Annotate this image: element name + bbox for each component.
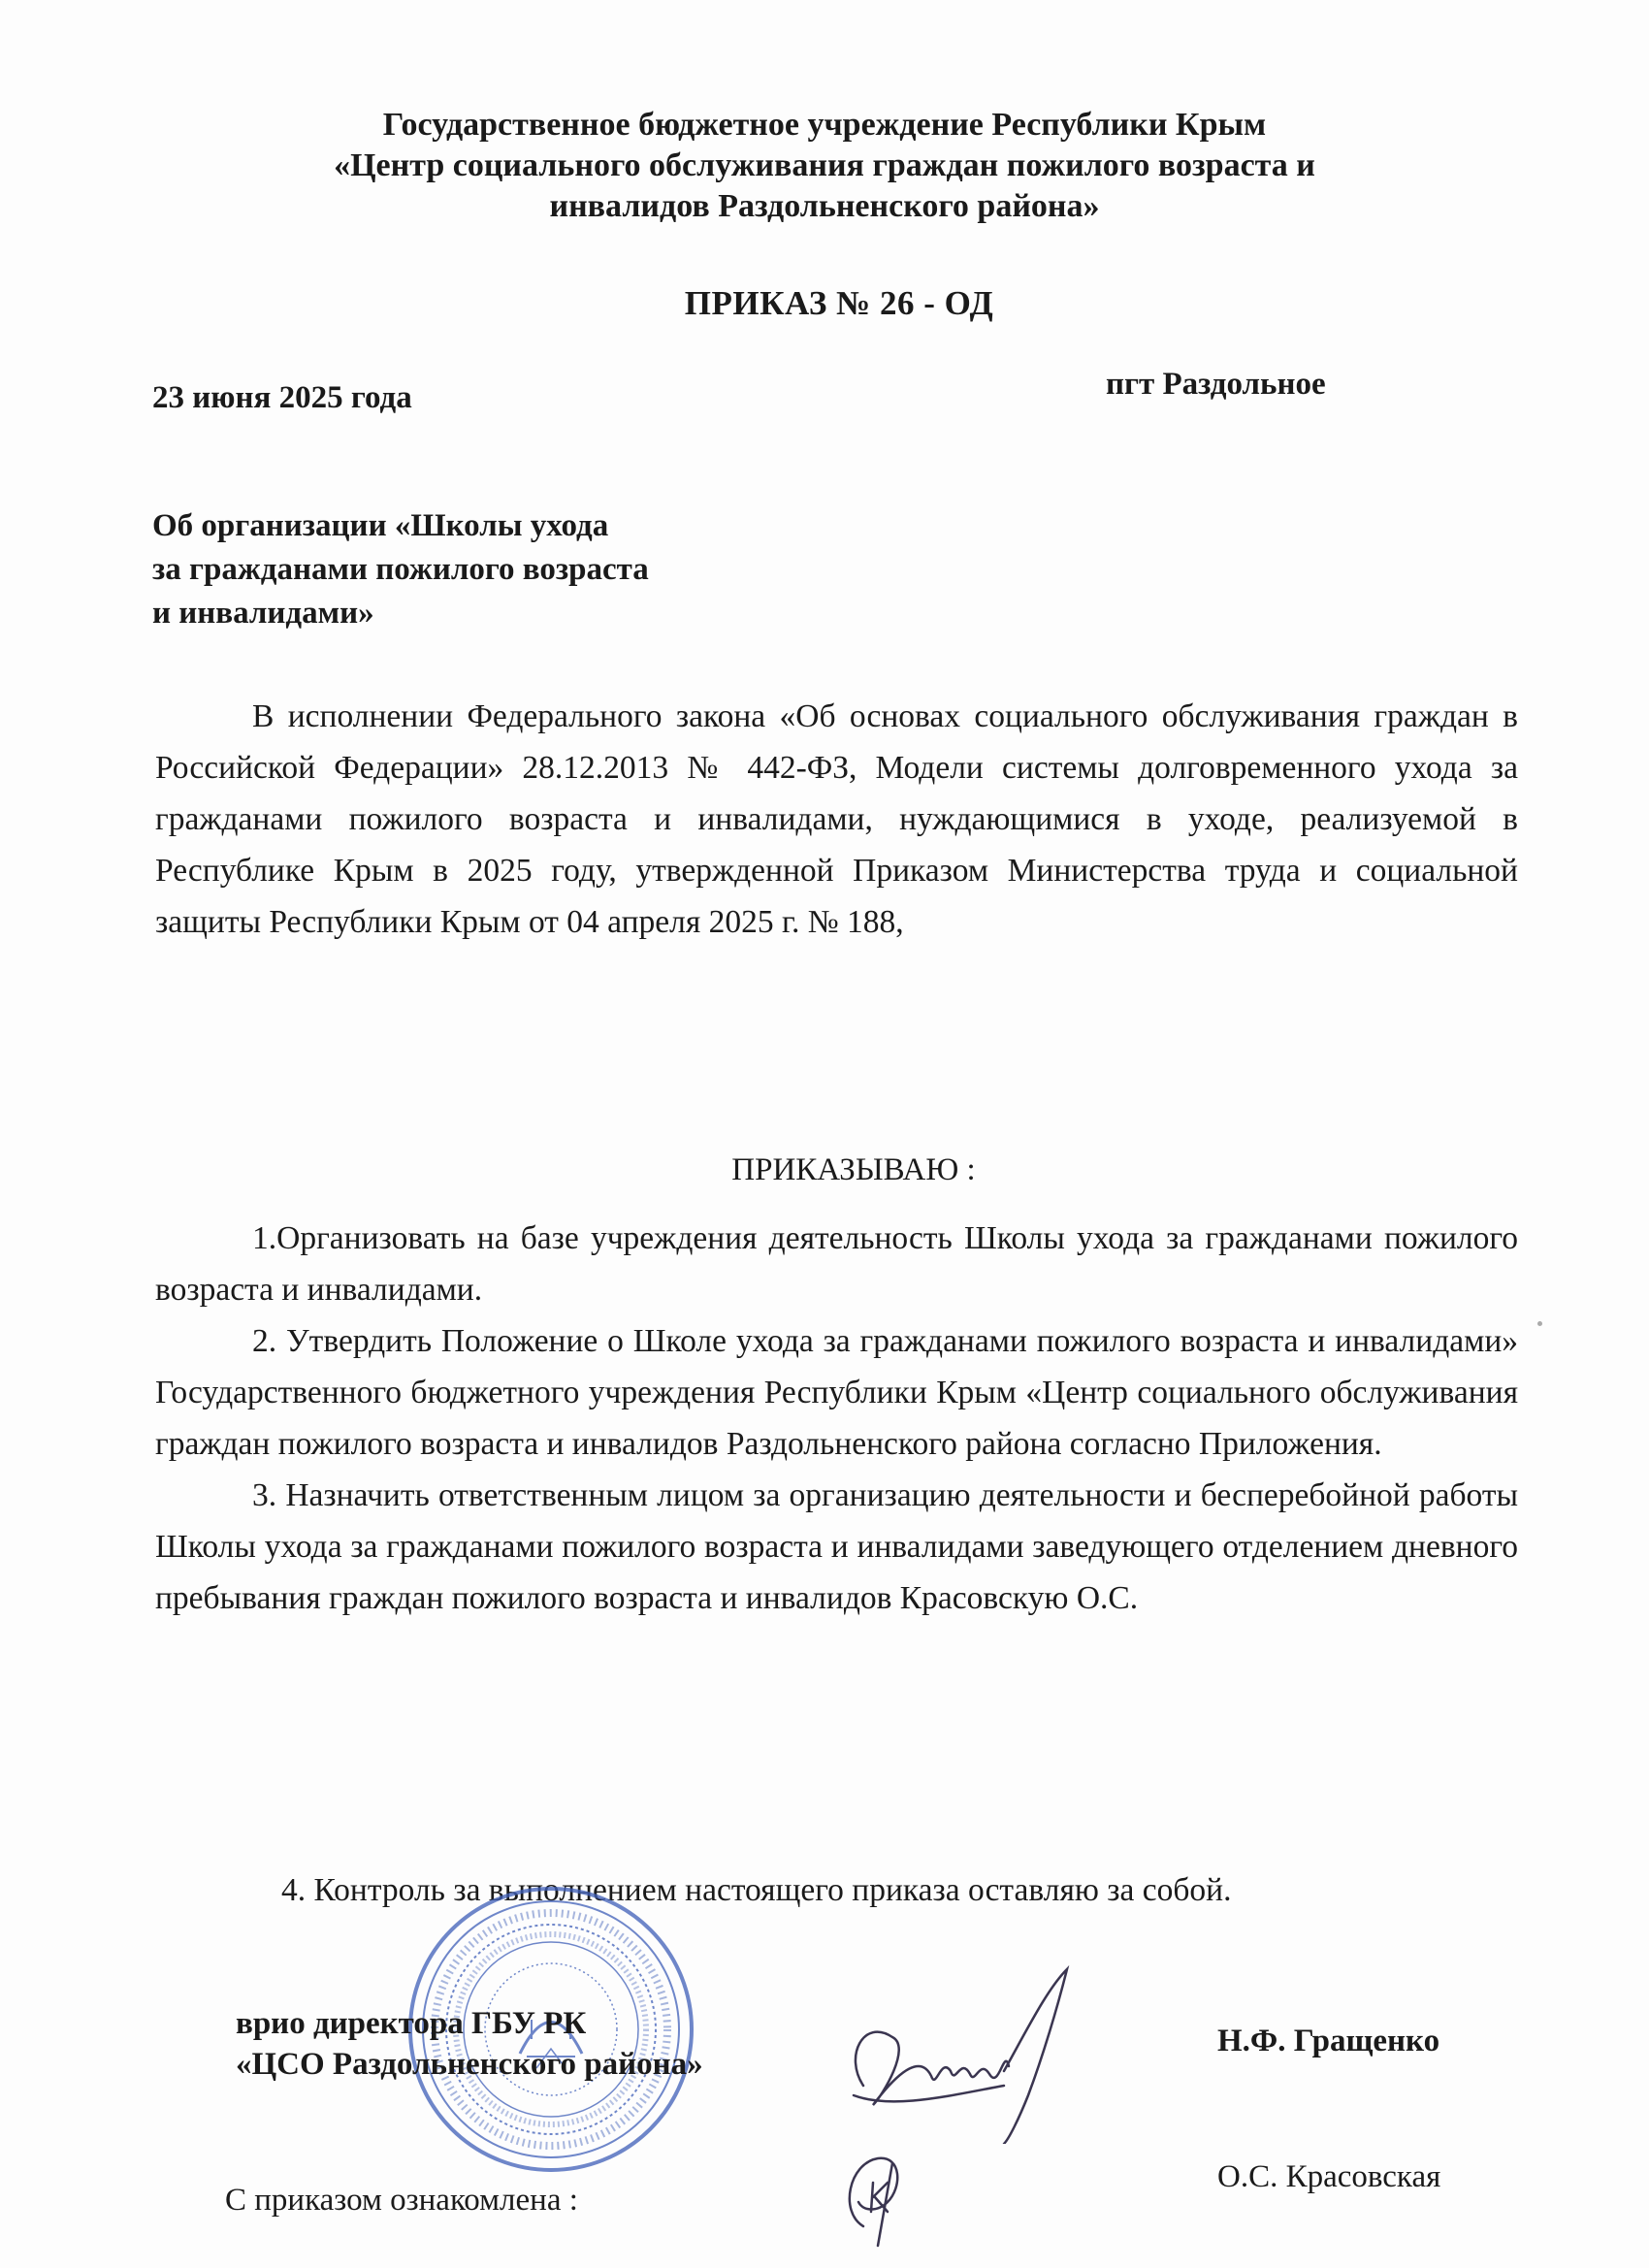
- order-item-2: 2. Утвердить Положение о Школе ухода за гражданами пожилого возраста и инвалидами» Государственного бюджетного учреждения Республики Крым «Центр социального обслуживания граждан пожилого возраста и инвалидов Раздольненского района согласно Приложения.: [155, 1323, 1518, 1462]
- signatory-name: Н.Ф. Гращенко: [1217, 2024, 1440, 2058]
- subject-line-3: и инвалидами»: [152, 596, 374, 631]
- order-place: пгт Раздольное: [1106, 367, 1326, 402]
- header-line-3: инвалидов Раздольненского района»: [549, 188, 1100, 224]
- order-directive-heading: ПРИКАЗЫВАЮ :: [731, 1152, 976, 1187]
- acknowledgement-signature-icon: [834, 2144, 941, 2251]
- director-signature-icon: [834, 1950, 1086, 2144]
- subject-line-2: за гражданами пожилого возраста: [152, 552, 649, 587]
- order-item-4: 4. Контроль за выполнением настоящего приказа оставляю за собой.: [281, 1872, 1232, 1908]
- institution-header: [0, 105, 1649, 227]
- signatory-title-line-2: «ЦСО Раздольненского района»: [236, 2047, 703, 2082]
- header-line-1: Государственное бюджетное учреждение Республики Крым: [382, 107, 1267, 143]
- header-line-2: «Центр социального обслуживания граждан пожилого возраста и: [334, 147, 1315, 183]
- order-subject: [152, 504, 649, 635]
- preamble-paragraph: В исполнении Федерального закона «Об основах социального обслуживания граждан в Российской Федерации» 28.12.2013 № 442-ФЗ, Модели системы долговременного ухода за гражданами пожилого возраста и инвалидами, нуждающимися в уходе, реализуемой в Республике Крым в 2025 году, утвержденной Приказом Министерства труда и социальной защиты Республики Крым от 04 апреля 2025 г. № 188,: [155, 698, 1518, 940]
- scan-speck: [1537, 1321, 1542, 1326]
- order-date: 23 июня 2025 года: [152, 380, 412, 415]
- signatory-title-line-1: врио директора ГБУ РК: [236, 2006, 587, 2041]
- signatory-title: [236, 2003, 703, 2085]
- acknowledgement-name: О.С. Красовская: [1217, 2159, 1441, 2194]
- order-title: ПРИКАЗ № 26 - ОД: [684, 284, 994, 322]
- order-items: [155, 1213, 1518, 1624]
- order-item-3: 3. Назначить ответственным лицом за организацию деятельности и бесперебойной работы Школы ухода за гражданами пожилого возраста и инвалидами заведующего отделением дневного пребывания граждан пожилого возраста и инвалидов Красовскую О.С.: [155, 1477, 1518, 1616]
- subject-line-1: Об организации «Школы ухода: [152, 508, 609, 543]
- order-item-1: 1.Организовать на базе учреждения деятельность Школы ухода за гражданами пожилого возраста и инвалидами.: [155, 1220, 1518, 1308]
- acknowledgement-label: С приказом ознакомлена :: [225, 2183, 578, 2218]
